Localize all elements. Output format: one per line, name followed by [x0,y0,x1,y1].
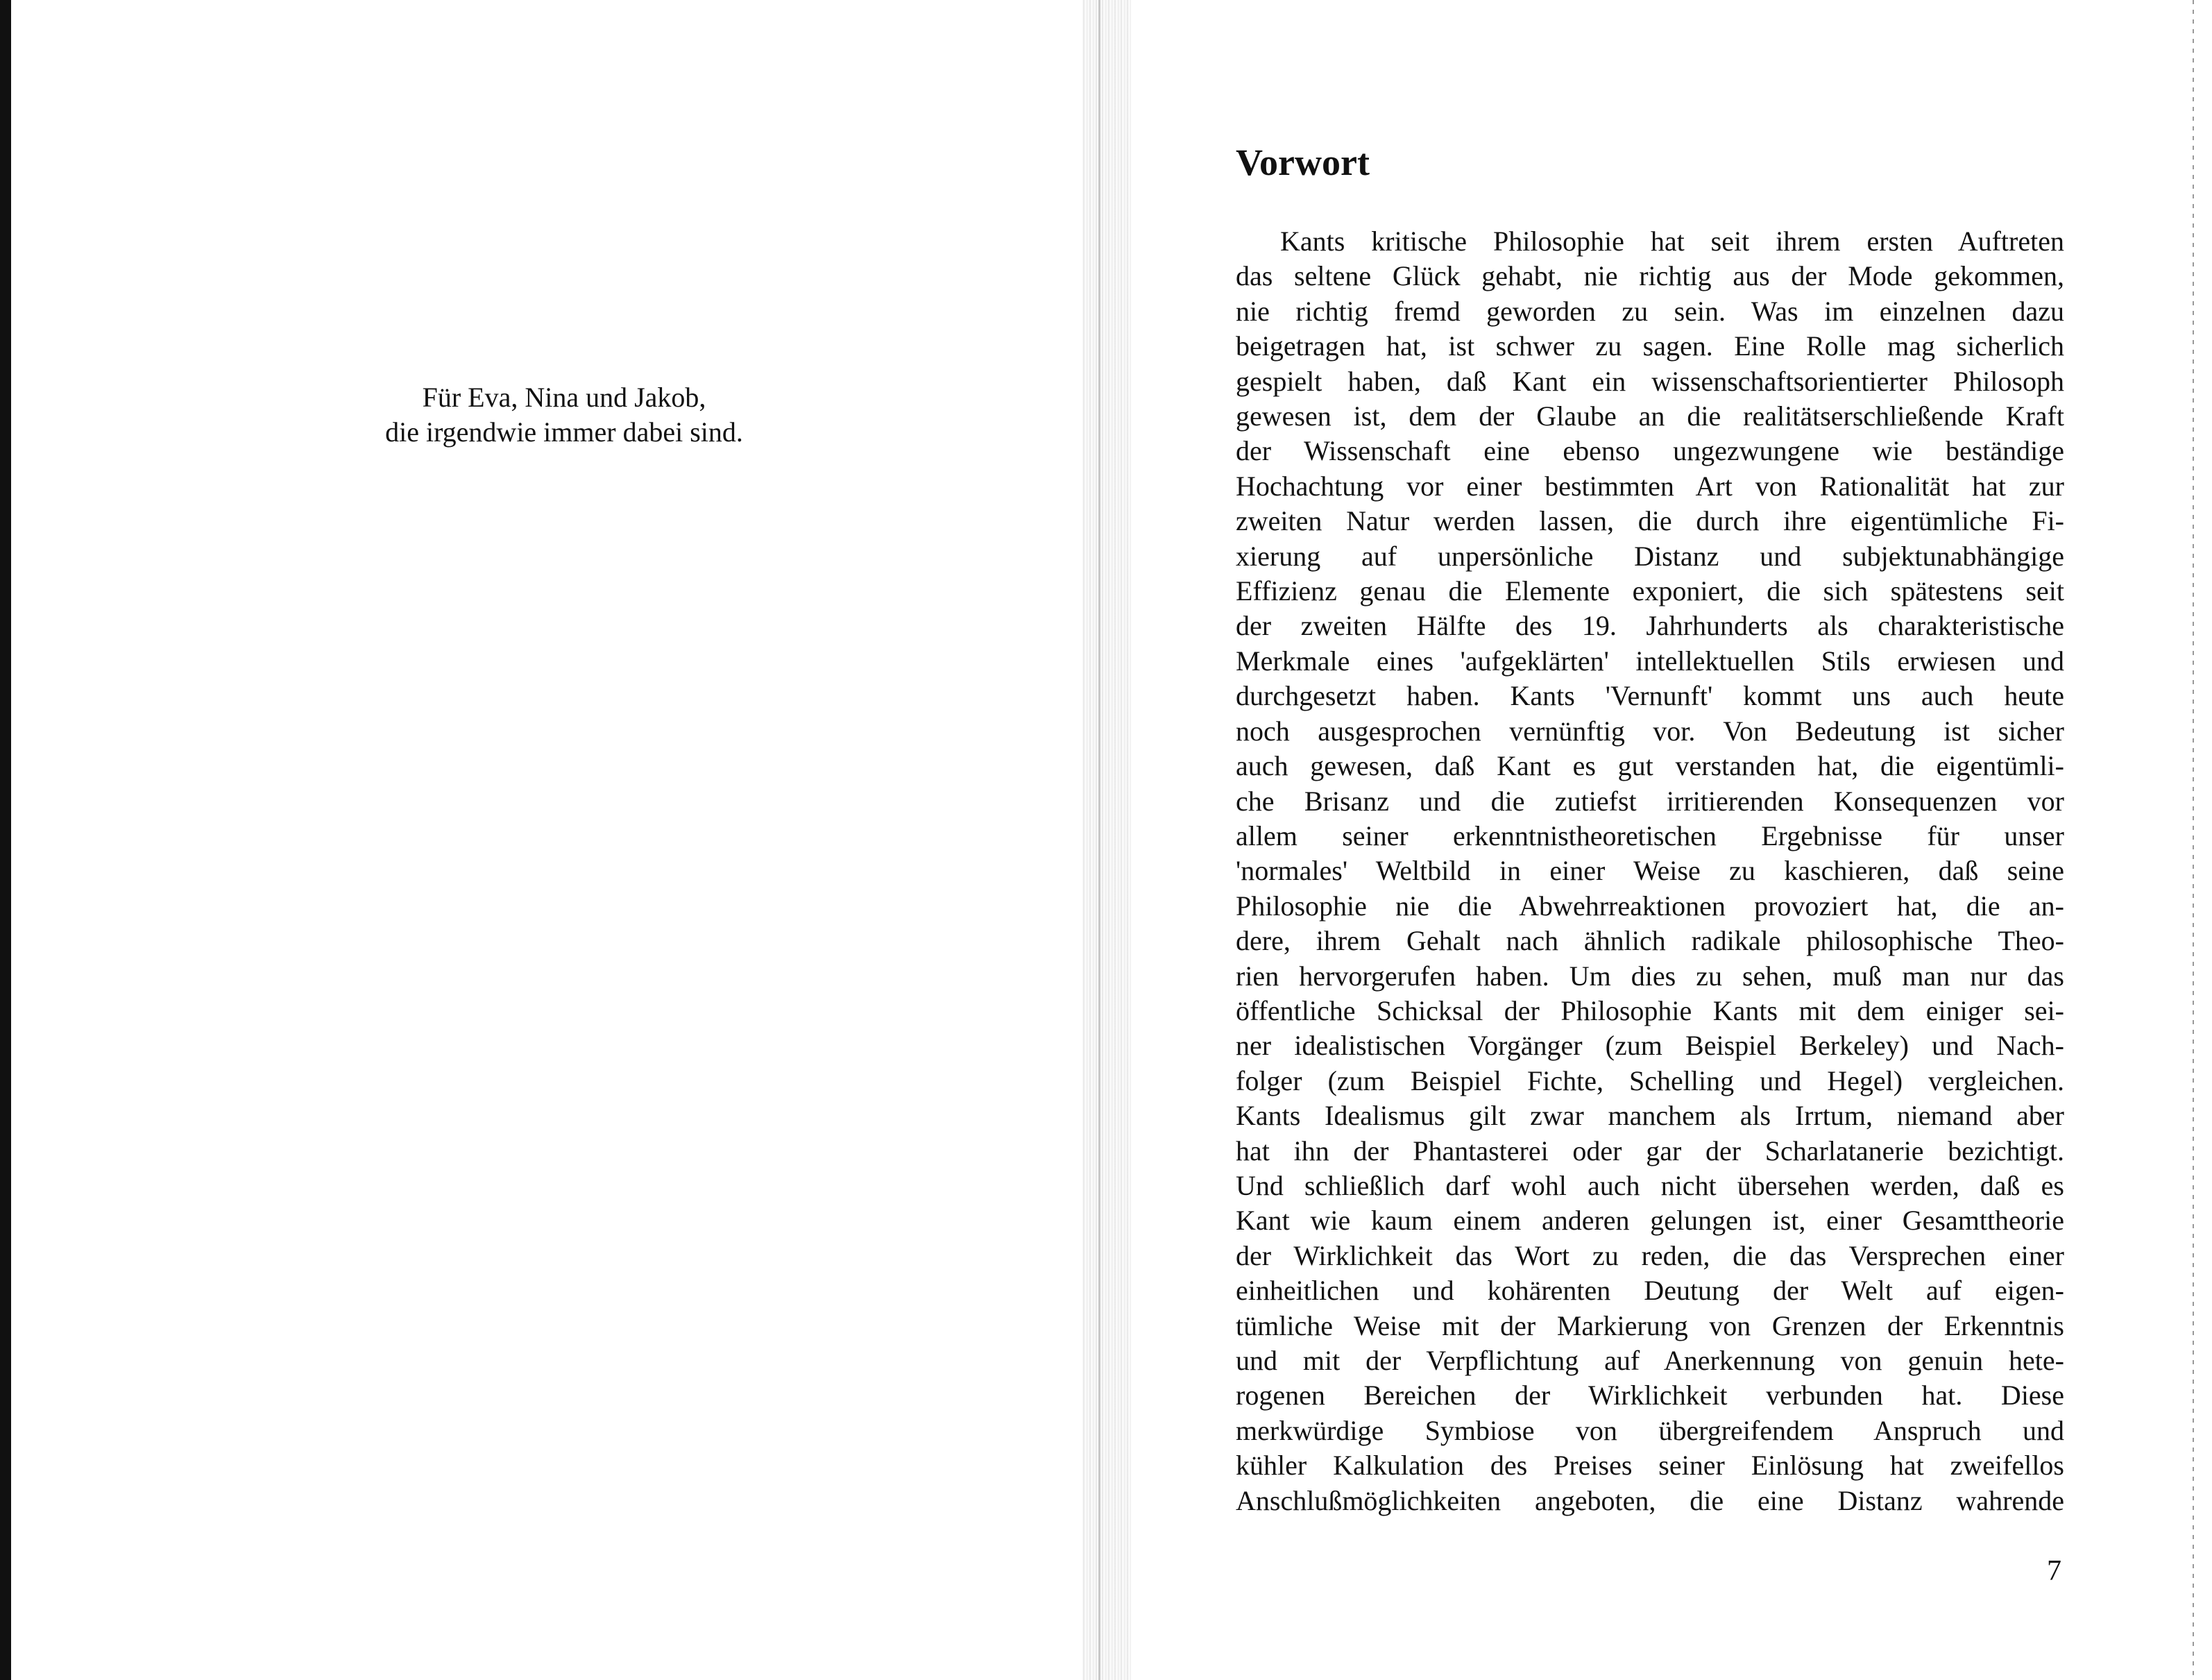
scan-right-edge [2193,0,2194,1680]
text-line: Und schließlich darf wohl auch nicht übersehen werden, daß es [1236,1169,2064,1201]
dedication-line: die irgendwie immer dabei sind. [385,416,743,448]
text-line: beigetragen hat, ist schwer zu sagen. Eine Rolle mag sicherlich [1236,330,2064,362]
book-gutter [1082,0,1131,1680]
text-line: öffentliche Schicksal der Philosophie Kants mit dem einiger sei- [1236,994,2064,1026]
text-line: Anschlußmöglichkeiten angeboten, die eine Distanz wahrende [1236,1484,2064,1516]
scan-edge-bar [0,0,11,1680]
text-line: allem seiner erkenntnistheoretischen Ergebnisse für unser [1236,820,2064,851]
text-line: folger (zum Beispiel Fichte, Schelling und Hegel) vergleichen. [1236,1064,2064,1096]
text-line: xierung auf unpersönliche Distanz und subjektunabhängige [1236,540,2064,572]
text-line: noch ausgesprochen vernünftig vor. Von Bedeutung ist sicher [1236,715,2064,747]
text-line: gespielt haben, daß Kant ein wissenschaftsorientierter Philosoph [1236,365,2064,397]
text-line: 'normales' Weltbild in einer Weise zu kaschieren, daß seine [1236,855,2064,887]
text-line: nie richtig fremd geworden zu sein. Was im einzelnen dazu [1236,295,2064,327]
text-line: Philosophie nie die Abwehrreaktionen provoziert hat, die an- [1236,890,2064,922]
dedication [287,380,842,450]
text-line: tümliche Weise mit der Markierung von Grenzen der Erkenntnis [1236,1309,2064,1341]
text-line: Hochachtung vor einer bestimmten Art von Rationalität hat zur [1236,470,2064,502]
text-line: und mit der Verpflichtung auf Anerkennung von genuin hete- [1236,1345,2064,1376]
text-line: einheitlichen und kohärenten Deutung der Welt auf eigen- [1236,1275,2064,1307]
text-line: merkwürdige Symbiose von übergreifendem Anspruch und [1236,1414,2064,1446]
text-line: rogenen Bereichen der Wirklichkeit verbunden hat. Diese [1236,1380,2064,1411]
text-line: Merkmale eines 'aufgeklärten' intellektuellen Stils erwiesen und [1236,645,2064,677]
text-line: Effizienz genau die Elemente exponiert, die sich spätestens seit [1236,575,2064,607]
text-line: auch gewesen, daß Kant es gut verstanden hat, die eigentümli- [1236,750,2064,782]
text-line: che Brisanz und die zutiefst irritierenden Konsequenzen vor [1236,785,2064,817]
chapter-heading: Vorwort [1236,142,1370,183]
text-line: durchgesetzt haben. Kants 'Vernunft' kommt uns auch heute [1236,680,2064,712]
text-line: Kant wie kaum einem anderen gelungen ist, einer Gesamttheorie [1236,1205,2064,1237]
gutter-fold [1098,0,1100,1680]
text-line: ner idealistischen Vorgänger (zum Beispiel Berkeley) und Nach- [1236,1030,2064,1062]
text-line: das seltene Glück gehabt, nie richtig aus der Mode gekommen, [1236,260,2064,292]
text-line: der zweiten Hälfte des 19. Jahrhunderts als charakteristische [1236,610,2064,642]
page-number: 7 [2047,1555,2061,1587]
text-line: gewesen ist, dem der Glaube an die realitätserschließende Kraft [1236,400,2064,432]
body-text [1236,224,2064,1518]
text-line: rien hervorgerufen haben. Um dies zu sehen, muß man nur das [1236,960,2064,992]
text-line: der Wissenschaft eine ebenso ungezwungene wie beständige [1236,435,2064,467]
dedication-line: Für Eva, Nina und Jakob, [422,382,706,413]
text-line: zweiten Natur werden lassen, die durch ihre eigentümliche Fi- [1236,505,2064,537]
text-line: kühler Kalkulation des Preises seiner Einlösung hat zweifellos [1236,1450,2064,1482]
text-line: Kants Idealismus gilt zwar manchem als Irrtum, niemand aber [1236,1100,2064,1132]
text-line: dere, ihrem Gehalt nach ähnlich radikale philosophische Theo- [1236,925,2064,957]
text-line: der Wirklichkeit das Wort zu reden, die das Versprechen einer [1236,1239,2064,1271]
text-line: Kants kritische Philosophie hat seit ihrem ersten Auftreten [1280,226,2064,257]
text-line: hat ihn der Phantasterei oder gar der Scharlatanerie bezichtigt. [1236,1135,2064,1166]
